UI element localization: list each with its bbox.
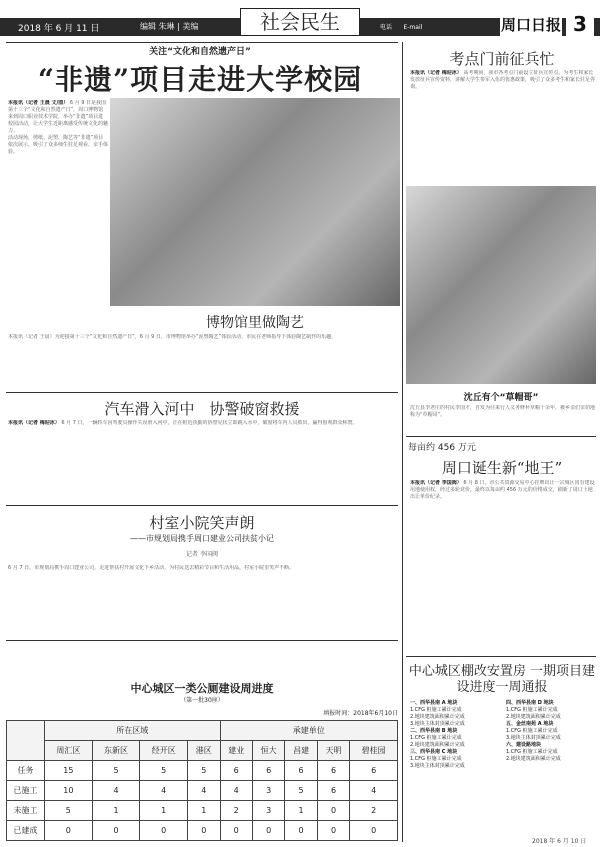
- header-date: 2018 年 6 月 11 日: [18, 24, 100, 34]
- table-cell: 3: [252, 781, 284, 801]
- table-cell: 0: [140, 821, 188, 841]
- notes-item: 3.地块主体封顶累计完成: [410, 763, 465, 769]
- page-header: [0, 0, 600, 36]
- column-header: 建业: [220, 741, 252, 761]
- notes-section: 五、金丝南苑 A 地块: [506, 721, 554, 727]
- divider: [406, 656, 596, 657]
- story5-dek: 每亩约 456 万元: [408, 443, 476, 453]
- notes-section: 三、西华县南 C 地块: [410, 749, 458, 755]
- group-header-area: 所在区域: [45, 721, 221, 741]
- notes-item: 1.CFG 桩施工累计完成: [506, 749, 558, 755]
- table-cell: 6: [285, 761, 317, 781]
- column-divider: [402, 42, 403, 842]
- table-subtitle: （第一批30座）: [180, 697, 224, 704]
- progress-table: [6, 720, 398, 841]
- notes-item: 1.CFG 桩施工累计完成: [506, 728, 558, 734]
- divider: [6, 640, 398, 641]
- divider: [6, 42, 398, 43]
- story2-caption-body: 沈丘县李老庄的村民李国才，自发为往来行人义务修补草帽十余年，被乡亲们亲切地称为“草帽哥”。: [410, 405, 596, 418]
- story5-text: 6 月 8 日，市公共资源交易中心挂牌出让一宗城区国有建设用地使用权，经过多轮竞价，最终以每亩约 456 万元的价格成交，刷新了周口土地出让单价纪录。: [410, 480, 595, 500]
- notes-item: 1.CFG 桩施工累计完成: [410, 707, 462, 713]
- section-title: 社会民生: [240, 8, 360, 36]
- table-cell: 0: [350, 821, 398, 841]
- story1-kicker: 关注“文化和自然遗产日”: [149, 47, 251, 57]
- header-contact: [380, 22, 422, 31]
- notes-item: 2.地块建筑面积累计完成: [506, 756, 561, 762]
- story1-headline: “非遗”项目走进大学校园: [37, 63, 363, 96]
- table-cell: 4: [188, 781, 220, 801]
- table-cell: 6: [252, 761, 284, 781]
- column-header: 港区: [188, 741, 220, 761]
- story2-headline: 考点门前征兵忙: [449, 50, 555, 68]
- table-cell: 0: [317, 821, 349, 841]
- story4-headline: 村室小院笑声朗: [149, 514, 255, 532]
- column-header: 昌建: [285, 741, 317, 761]
- table-row: [7, 821, 398, 841]
- story1-body-column: [8, 100, 108, 305]
- table-fill-date: 填报时间：2018年6月10日: [323, 710, 398, 717]
- story2-body: [410, 70, 596, 180]
- story5-headline: 周口诞生新“地王”: [441, 459, 563, 477]
- notes-item: 3.地块主体封顶累计完成: [506, 735, 561, 741]
- story1-body-a: 6 月 9 日是我国第十三个“文化和自然遗产日”，周口博物馆来到周口职业技术学院，举办“非遗”项目进校园活动，让大学生近距离感受传统文化的魅力。: [8, 100, 108, 134]
- row-label: 已建成: [7, 821, 45, 841]
- table-cell: 10: [45, 781, 93, 801]
- table-group-row: [7, 721, 398, 741]
- story4-byline: 记者 李国阀: [186, 551, 218, 558]
- story3-body: [8, 420, 398, 500]
- story5-byline: 本报讯（记者 李国阀）: [410, 480, 462, 486]
- table-cell: 6: [317, 781, 349, 801]
- table-cell: 5: [140, 761, 188, 781]
- notes-section: 二、西华县南 B 地块: [410, 728, 458, 734]
- table-cell: 6: [317, 761, 349, 781]
- row-label: 已施工: [7, 781, 45, 801]
- table-cell: 0: [188, 821, 220, 841]
- table-row: [7, 781, 398, 801]
- notes-item: 3.地块主体封顶累计完成: [410, 721, 465, 727]
- notes-item: 1.CFG 桩施工累计完成: [506, 707, 558, 713]
- story3-headline: 汽车滑入河中 协警破窗救援: [104, 400, 300, 418]
- column-header: 东新区: [92, 741, 140, 761]
- divider: [406, 436, 596, 437]
- email-label: E-mail: [403, 24, 423, 31]
- story4-subheadline: ——市规划局携手周口建业公司扶贫小记: [130, 534, 274, 543]
- table-cell: 0: [252, 821, 284, 841]
- column-header: 经开区: [140, 741, 188, 761]
- story3-byline: 本报讯（记者 梅迎冰）: [8, 420, 60, 426]
- story2-caption: 沈丘有个“草帽哥”: [463, 393, 539, 403]
- table-title: 中心城区一类公厕建设周进度: [130, 682, 274, 695]
- table-cell: 5: [92, 761, 140, 781]
- table-cell: 1: [285, 801, 317, 821]
- table-cell: 15: [45, 761, 93, 781]
- story2-text: 高考期间，我市各考点门前设立征兵宣传点，为考生和家长发放征兵宣传资料，讲解大学生参军入伍的优惠政策，吸引了众多考生和家长驻足咨询。: [410, 70, 596, 90]
- newspaper-logo: 周口日报: [500, 16, 561, 34]
- notes-item: 1.CFG 桩施工累计完成: [410, 756, 462, 762]
- divider: [6, 392, 398, 393]
- story2-photo: [406, 186, 596, 384]
- table-cell: 2: [220, 801, 252, 821]
- header-editor: 编辑 朱琳 | 美编: [140, 22, 199, 31]
- story2-byline: 本报讯（记者 梅迎冰）: [410, 70, 462, 76]
- story1-body-c: 本报讯（记者 王晨）为迎接第十三个“文化和自然遗产日”，6 月 9 日，市博物馆举办“泥塑陶艺”体验活动，市民在老师指导下体验陶艺制作的乐趣。: [8, 334, 337, 340]
- table-cell: 0: [317, 801, 349, 821]
- column-header: 恒大: [252, 741, 284, 761]
- table-cell: 6: [220, 761, 252, 781]
- divider: [6, 505, 398, 506]
- row-label: 未施工: [7, 801, 45, 821]
- table-header-row: [7, 741, 398, 761]
- table-cell: 4: [350, 781, 398, 801]
- story6-headline: 中心城区棚改安置房 一期项目建设进度一周通报: [408, 664, 596, 695]
- table-cell: 3: [252, 801, 284, 821]
- table-cell: 0: [45, 821, 93, 841]
- table-cell: 1: [92, 801, 140, 821]
- table-cell: 1: [140, 801, 188, 821]
- story1-byline: 本报讯（记者 王晨 文/图）: [8, 100, 69, 106]
- phone-label: 电话: [380, 24, 393, 31]
- table-cell: 5: [285, 781, 317, 801]
- table-row: [7, 801, 398, 821]
- notes-section: 六、建设路地块: [506, 742, 542, 748]
- column-header: 天明: [317, 741, 349, 761]
- table-corner: [7, 721, 45, 761]
- table-cell: 5: [188, 761, 220, 781]
- story1-caption: 博物馆里做陶艺: [206, 315, 304, 331]
- notes-item: 1.CFG 桩施工累计完成: [410, 735, 462, 741]
- table-cell: 4: [92, 781, 140, 801]
- notes-item: 2.地块建筑面积累计完成: [506, 714, 561, 720]
- story4-body: 6 月 7 日，市规划局携手周口建业公司，走进帮扶村开展文化下乡活动，为村民送去精彩节目和生活用品，村室小院里笑声不断。: [8, 565, 295, 571]
- story3-text: 6 月 7 日，一辆轿车因驾驶员操作失误滑入河中，正在附近执勤的协警见状立即跳入水中，破窗将车内人员救出，赢得围观群众称赞。: [61, 420, 358, 426]
- page-number: 3: [566, 12, 594, 36]
- story1-body-b: 活动现场，剪纸、泥塑、陶艺等“非遗”项目依次展示，吸引了众多师生驻足观看、亲手体验。: [8, 135, 108, 155]
- table-cell: 5: [45, 801, 93, 821]
- notes-section: 一、西华县南 A 地块: [410, 700, 458, 706]
- footer-date: 2018 年 6 月 10 日: [532, 838, 587, 845]
- table-cell: 4: [140, 781, 188, 801]
- story6-notes-left: [410, 700, 502, 834]
- story5-body: [410, 480, 596, 652]
- table-cell: 0: [285, 821, 317, 841]
- story6-notes-right: [506, 700, 596, 834]
- table-cell: 0: [92, 821, 140, 841]
- table-cell: 6: [350, 761, 398, 781]
- column-header: 碧桂园: [350, 741, 398, 761]
- table-row: [7, 761, 398, 781]
- column-header: 周汇区: [45, 741, 93, 761]
- group-header-unit: 承建单位: [220, 721, 398, 741]
- notes-item: 2.地块建筑面积累计完成: [410, 742, 465, 748]
- row-label: 任务: [7, 761, 45, 781]
- notes-item: 2.地块建筑面积累计完成: [410, 714, 465, 720]
- table-cell: 0: [220, 821, 252, 841]
- table-cell: 2: [350, 801, 398, 821]
- story1-photo: [110, 98, 400, 306]
- notes-section: 四、西华县南 D 地块: [506, 700, 554, 706]
- table-cell: 1: [188, 801, 220, 821]
- table-cell: 4: [220, 781, 252, 801]
